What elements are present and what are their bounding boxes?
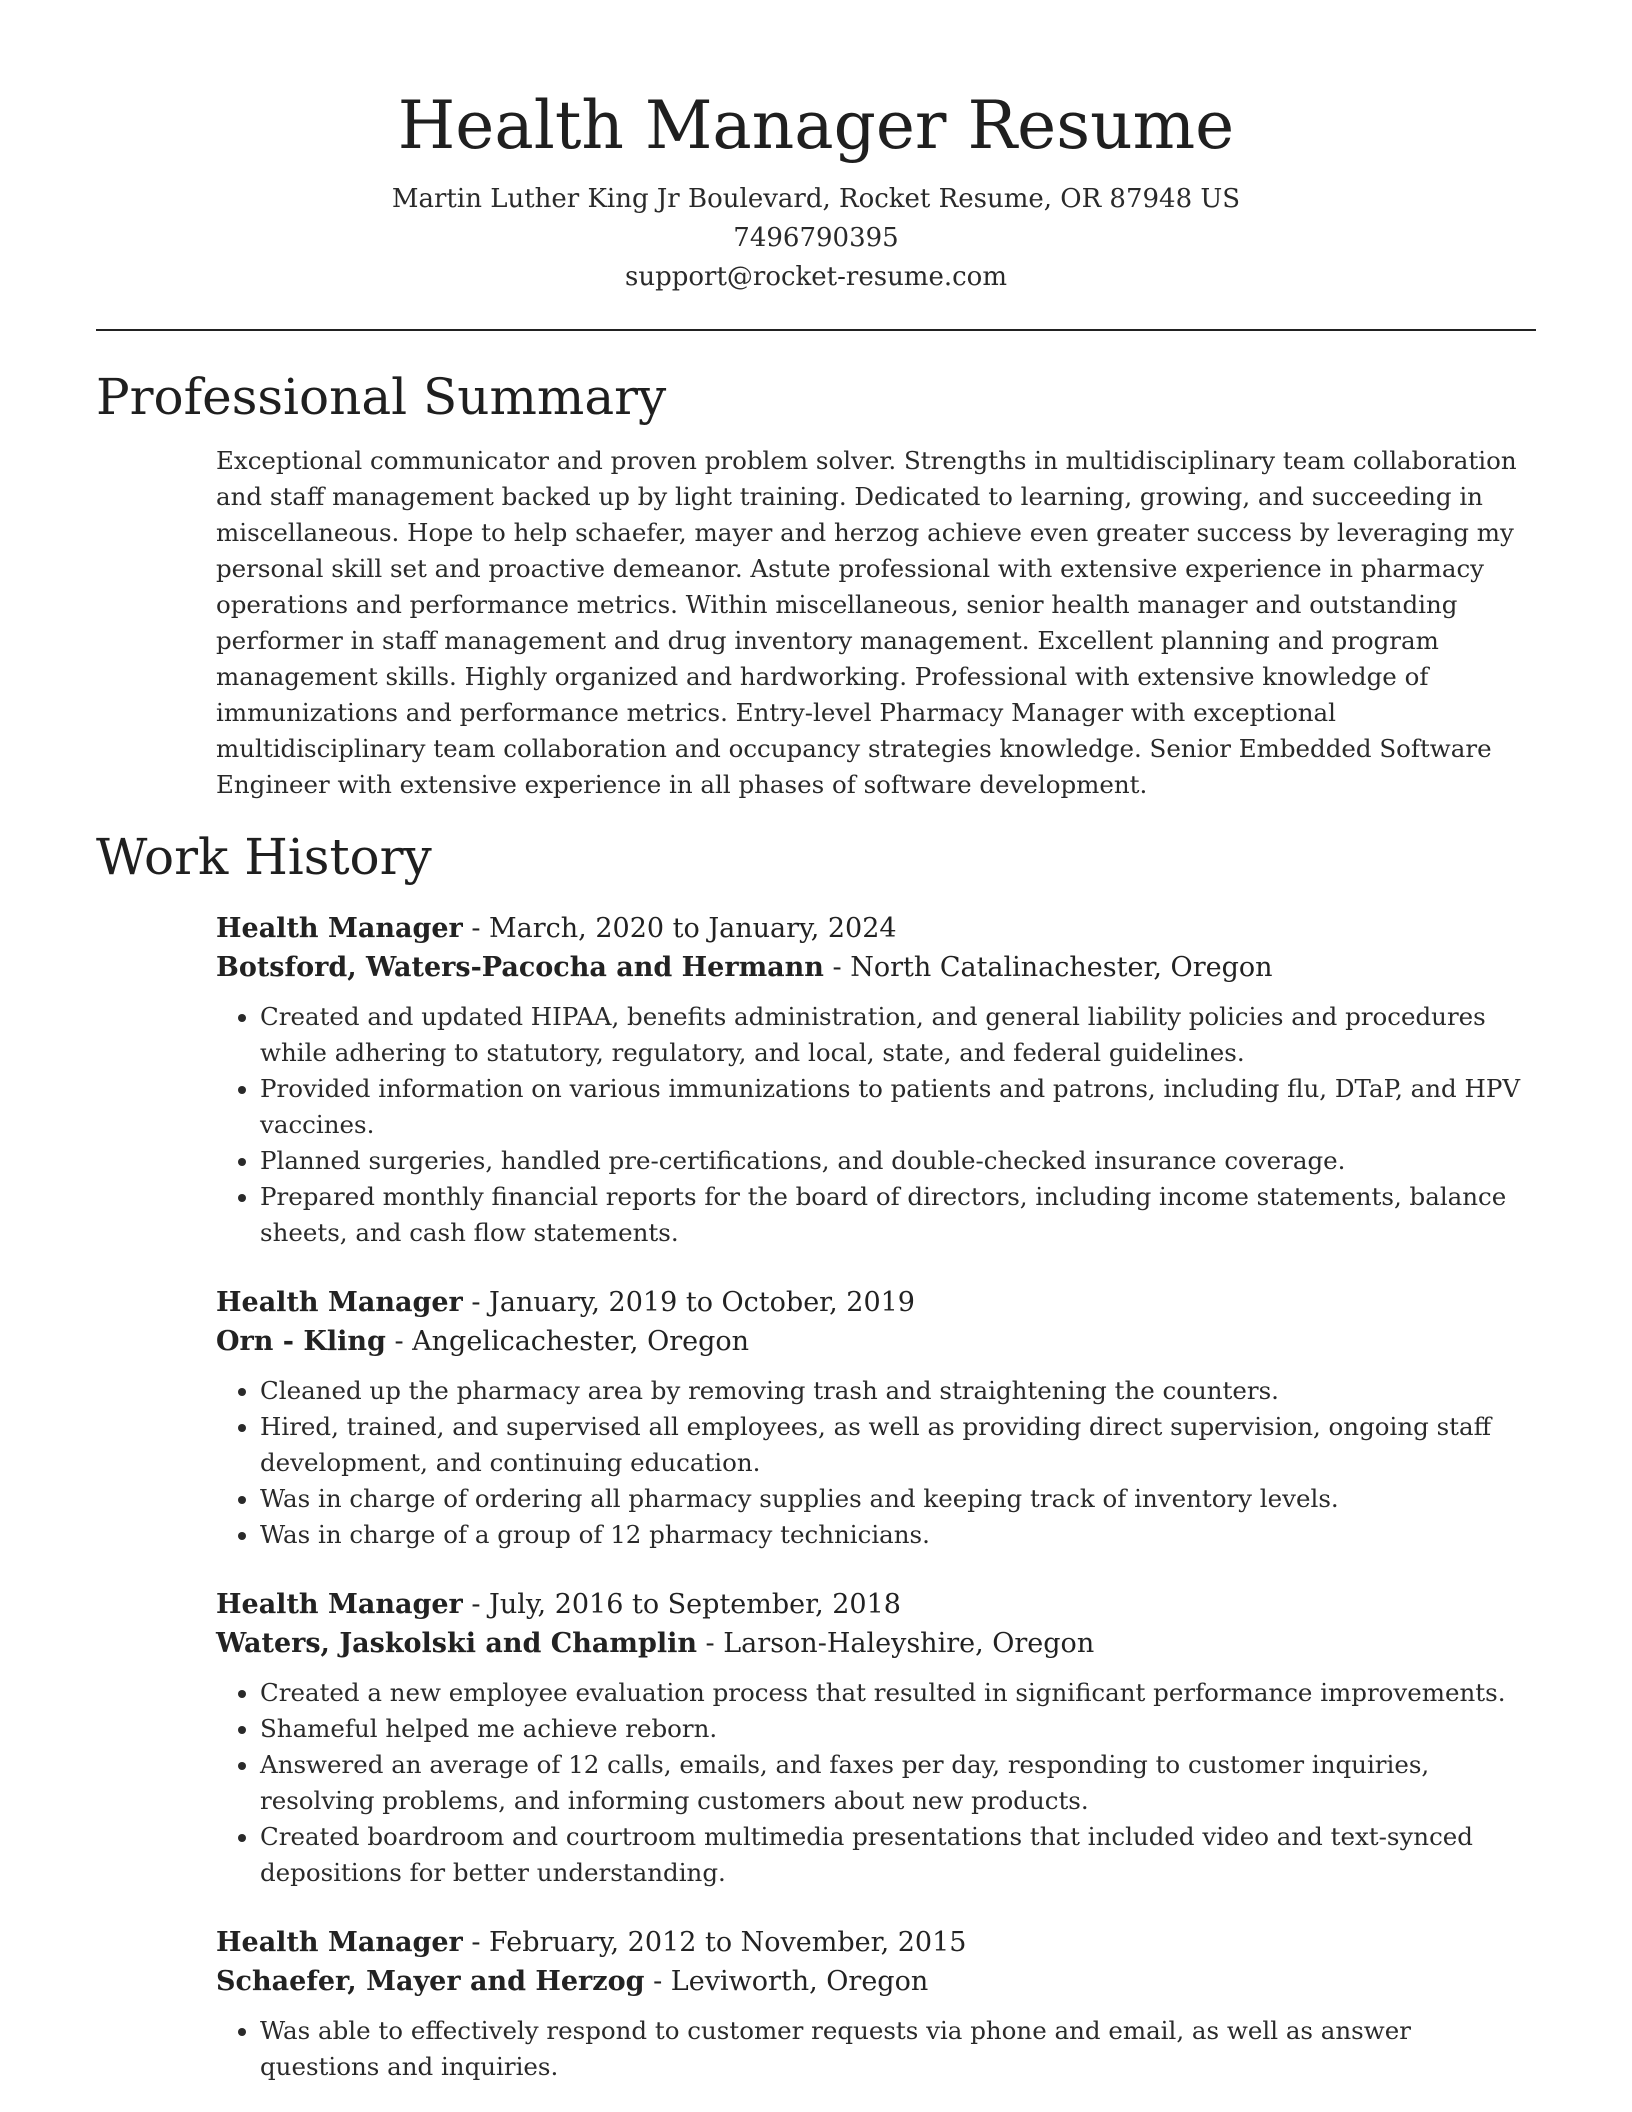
list-item: • Cleaned up the pharmacy area by removing trash and straightening the counters. xyxy=(260,1373,1536,1409)
job-location: - Leviworth, Oregon xyxy=(644,1966,929,1997)
list-item: • Shameful helped me achieve reborn. xyxy=(260,1711,1536,1747)
job-bullets xyxy=(216,1675,1536,1891)
job-entry xyxy=(216,1283,1536,1553)
job-title-line xyxy=(216,1283,1536,1322)
job-location: - Angelicachester, Oregon xyxy=(385,1326,750,1357)
job-company-line xyxy=(216,948,1536,987)
resume-title: Health Manager Resume xyxy=(397,87,1235,164)
job-title-line xyxy=(216,909,1536,948)
header-divider xyxy=(96,329,1536,331)
job-company: Orn - Kling xyxy=(216,1326,386,1357)
contact-address: Martin Luther King Jr Boulevard, Rocket Resume, OR 87948 US xyxy=(391,184,1241,214)
job-company-line xyxy=(216,1322,1536,1361)
job-entry xyxy=(216,909,1536,1251)
contact-email: support@rocket-resume.com xyxy=(624,262,1007,292)
job-location: - North Catalinachester, Oregon xyxy=(823,952,1273,983)
list-item: • Created boardroom and courtroom multimedia presentations that included video and text-synced depositions for better understanding. xyxy=(260,1819,1536,1891)
resume-header xyxy=(96,0,1536,297)
job-title: Health Manager xyxy=(216,1589,463,1620)
work-history-section xyxy=(96,825,1536,2085)
professional-summary-section xyxy=(96,365,1536,803)
job-dates: - January, 2019 to October, 2019 xyxy=(462,1287,915,1318)
list-item: • Planned surgeries, handled pre-certifications, and double-checked insurance coverage. xyxy=(260,1143,1536,1179)
job-location: - Larson-Haleyshire, Oregon xyxy=(696,1628,1095,1659)
job-title-line xyxy=(216,1585,1536,1624)
job-title-line xyxy=(216,1923,1536,1962)
job-dates: - July, 2016 to September, 2018 xyxy=(462,1589,901,1620)
job-bullets xyxy=(216,999,1536,1251)
list-item: • Created and updated HIPAA, benefits administration, and general liability policies and procedures while adhering to statutory, regulatory, and local, state, and federal guidelines. xyxy=(260,999,1536,1071)
job-dates: - March, 2020 to January, 2024 xyxy=(462,913,897,944)
job-title: Health Manager xyxy=(216,1287,463,1318)
list-item: • Created a new employee evaluation process that resulted in significant performance improvements. xyxy=(260,1675,1536,1711)
job-title: Health Manager xyxy=(216,913,463,944)
job-company: Botsford, Waters-Pacocha and Hermann xyxy=(216,952,824,983)
list-item: • Hired, trained, and supervised all employees, as well as providing direct supervision, ongoing staff development, and continuing education. xyxy=(260,1409,1536,1481)
job-entry xyxy=(216,1585,1536,1891)
summary-text: Exceptional communicator and proven problem solver. Strengths in multidisciplinary team collaboration and staff management backed up by light training. Dedicated to learning, growing, and succeeding in miscellaneous. Hope to help schaefer, mayer and herzog achieve even greater success by leveraging my personal skill set and proactive demeanor. Astute professional with extensive experience in pharmacy operations and performance metrics. Within miscellaneous, senior health manager and outstanding performer in staff management and drug inventory management. Excellent planning and program management skills. Highly organized and hardworking. Professional with extensive knowledge of immunizations and performance metrics. Entry-level Pharmacy Manager with exceptional multidisciplinary team collaboration and occupancy strategies knowledge. Senior Embedded Software Engineer with extensive experience in all phases of software development. xyxy=(216,446,1517,799)
list-item: • Prepared monthly financial reports for the board of directors, including income statements, balance sheets, and cash flow statements. xyxy=(260,1179,1536,1251)
list-item: • Was in charge of ordering all pharmacy supplies and keeping track of inventory levels. xyxy=(260,1481,1536,1517)
job-dates: - February, 2012 to November, 2015 xyxy=(462,1927,967,1958)
job-title: Health Manager xyxy=(216,1927,463,1958)
job-bullets xyxy=(216,2013,1536,2085)
job-bullets xyxy=(216,1373,1536,1553)
contact-phone: 7496790395 xyxy=(733,223,899,253)
job-company: Schaefer, Mayer and Herzog xyxy=(216,1966,645,1997)
job-company-line xyxy=(216,1962,1536,2001)
list-item: • Was able to effectively respond to customer requests via phone and email, as well as answer questions and inquiries. xyxy=(260,2013,1536,2085)
job-company-line xyxy=(216,1624,1536,1663)
section-title-summary: Professional Summary xyxy=(96,368,667,426)
job-company: Waters, Jaskolski and Champlin xyxy=(216,1628,697,1659)
job-entry xyxy=(216,1923,1536,2085)
list-item: • Provided information on various immunizations to patients and patrons, including flu, DTaP, and HPV vaccines. xyxy=(260,1071,1536,1143)
list-item: • Was in charge of a group of 12 pharmacy technicians. xyxy=(260,1517,1536,1553)
list-item: • Answered an average of 12 calls, emails, and faxes per day, responding to customer inquiries, resolving problems, and informing customers about new products. xyxy=(260,1747,1536,1819)
section-title-work-history: Work History xyxy=(96,828,432,886)
